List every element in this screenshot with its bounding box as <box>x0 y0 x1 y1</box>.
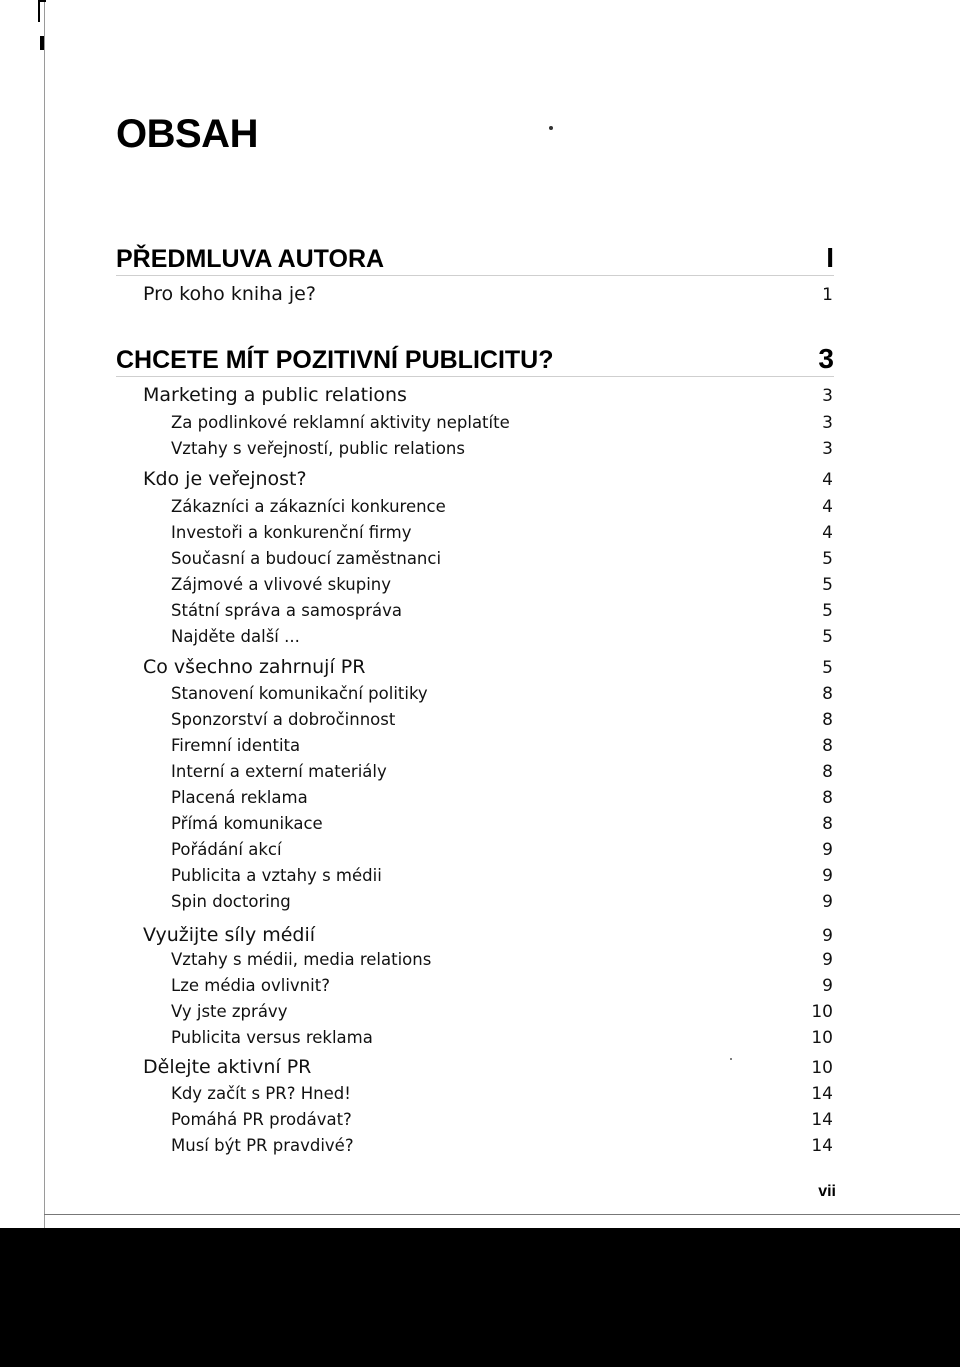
toc-entry <box>171 627 833 647</box>
toc-entry-page: 9 <box>822 866 833 886</box>
toc-entry-title: Stanovení komunikační politiky <box>171 684 428 703</box>
scan-edge-mark <box>40 36 44 50</box>
toc-entry-title: Státní správa a samospráva <box>171 601 402 620</box>
toc-entry <box>171 1136 833 1156</box>
toc-entry-page: 9 <box>822 840 833 860</box>
toc-entry <box>143 468 833 490</box>
toc-entry-title: Firemní identita <box>171 736 301 755</box>
toc-entry-title: Marketing a public relations <box>143 384 407 406</box>
toc-entry-title: Vy jste zprávy <box>171 1002 288 1021</box>
toc-entry-page: 3 <box>822 439 833 459</box>
page-bottom-rule <box>44 1214 960 1215</box>
toc-entry <box>171 601 833 621</box>
toc-entry-title: Kdy začít s PR? Hned! <box>171 1084 351 1103</box>
toc-entry <box>143 924 833 946</box>
toc-entry <box>171 549 833 569</box>
toc-entry-title: Zájmové a vlivové skupiny <box>171 575 392 594</box>
scan-corner-mark <box>38 0 46 22</box>
toc-entry-title: Publicita versus reklama <box>171 1028 373 1047</box>
toc-entry <box>171 1002 833 1022</box>
toc-entry-page: 8 <box>822 710 833 730</box>
page-title: OBSAH <box>116 112 258 156</box>
toc-entry <box>171 736 833 756</box>
toc-entry-page: 8 <box>822 736 833 756</box>
toc-entry-page: 5 <box>822 601 833 621</box>
toc-entry <box>171 976 833 996</box>
toc-entry-page: 5 <box>822 575 833 595</box>
toc-entry-title: Pořádání akcí <box>171 840 282 859</box>
toc-entry-title: Spin doctoring <box>171 892 291 911</box>
toc-entry <box>171 413 833 433</box>
toc-entry <box>171 1110 833 1130</box>
toc-entry-page: 8 <box>822 684 833 704</box>
toc-entry-page: 9 <box>822 976 833 996</box>
toc-entry <box>143 1056 833 1078</box>
toc-entry <box>171 497 833 517</box>
toc-entry-title: Publicita a vztahy s médii <box>171 866 382 885</box>
toc-entry-title: Využijte síly médií <box>143 924 316 946</box>
toc-entry-page: 10 <box>811 1058 833 1078</box>
toc-entry-page: 5 <box>822 627 833 647</box>
toc-entry <box>143 283 833 305</box>
toc-entry-page: 14 <box>811 1084 833 1104</box>
toc-entry-page: 5 <box>822 658 833 678</box>
toc-entry <box>171 439 833 459</box>
toc-entry-title: Kdo je veřejnost? <box>143 468 307 490</box>
toc-entry <box>171 950 833 970</box>
toc-entry <box>116 242 834 276</box>
toc-entry-title: CHCETE MÍT POZITIVNÍ PUBLICITU? <box>116 346 554 374</box>
toc-entry-title: Zákazníci a zákazníci konkurence <box>171 497 446 516</box>
toc-entry-page: 9 <box>822 950 833 970</box>
toc-entry-page: 3 <box>822 413 833 433</box>
toc-entry-title: Sponzorství a dobročinnost <box>171 710 396 729</box>
page-number: vii <box>818 1183 836 1200</box>
toc-entry <box>171 523 833 543</box>
toc-entry-page: 5 <box>822 549 833 569</box>
toc-entry-title: Najděte další ... <box>171 627 300 646</box>
toc-entry <box>171 1084 833 1104</box>
toc-entry-page: 4 <box>822 523 833 543</box>
toc-entry-title: Současní a budoucí zaměstnanci <box>171 549 442 568</box>
toc-entry-title: Co všechno zahrnují PR <box>143 656 366 678</box>
toc-entry-page: 8 <box>822 814 833 834</box>
toc-entry-title: Investoři a konkurenční firmy <box>171 523 412 542</box>
scan-edge-line <box>44 0 45 1228</box>
toc-entry-title: Za podlinkové reklamní aktivity neplatíte <box>171 413 510 432</box>
toc-entry-title: Lze média ovlivnit? <box>171 976 330 995</box>
toc-entry <box>171 762 833 782</box>
toc-entry-page: 4 <box>822 470 833 490</box>
toc-entry-page: 8 <box>822 762 833 782</box>
toc-entry-page: 3 <box>822 386 833 406</box>
toc-entry-title: Placená reklama <box>171 788 308 807</box>
toc-entry-page: 10 <box>811 1002 833 1022</box>
toc-entry-page: 4 <box>822 497 833 517</box>
toc-entry-title: Musí být PR pravdivé? <box>171 1136 354 1155</box>
toc-entry <box>171 684 833 704</box>
toc-entry-page: 1 <box>822 285 833 305</box>
toc-entry-page: 9 <box>822 892 833 912</box>
toc-entry <box>171 866 833 886</box>
toc-entry <box>171 840 833 860</box>
toc-entry-page: 10 <box>811 1028 833 1048</box>
toc-entry <box>171 1028 833 1048</box>
toc-entry-title: Pro koho kniha je? <box>143 283 316 305</box>
toc-entry-title: Vztahy s veřejností, public relations <box>171 439 465 458</box>
toc-entry-title: Dělejte aktivní PR <box>143 1056 312 1078</box>
toc-entry <box>116 343 834 377</box>
toc-entry <box>171 788 833 808</box>
toc-entry-title: Vztahy s médii, media relations <box>171 950 432 969</box>
toc-entry-page: I <box>826 242 834 273</box>
toc-entry <box>171 575 833 595</box>
toc-entry-page: 14 <box>811 1136 833 1156</box>
scan-speck <box>549 126 553 130</box>
toc-entry <box>171 710 833 730</box>
toc-entry <box>171 892 833 912</box>
toc-entry-title: Přímá komunikace <box>171 814 323 833</box>
toc-entry <box>171 814 833 834</box>
toc-entry-title: Pomáhá PR prodávat? <box>171 1110 352 1129</box>
toc-entry-page: 3 <box>818 343 834 374</box>
toc-entry-title: PŘEDMLUVA AUTORA <box>116 245 385 273</box>
toc-entry-title: Interní a externí materiály <box>171 762 387 781</box>
toc-entry <box>143 656 833 678</box>
toc-entry <box>143 384 833 406</box>
toc-entry-page: 14 <box>811 1110 833 1130</box>
toc-entry-page: 8 <box>822 788 833 808</box>
toc-entry-page: 9 <box>822 926 833 946</box>
